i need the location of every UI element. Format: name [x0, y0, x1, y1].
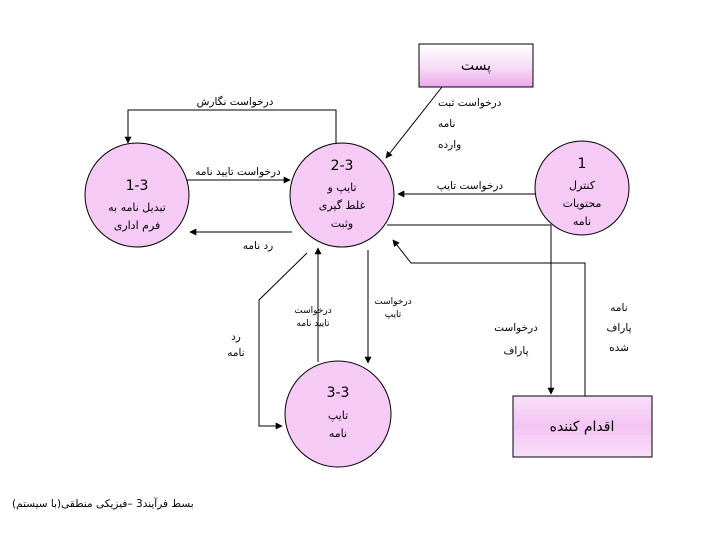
flow-report-request-arrow [128, 110, 336, 143]
process-2-3-id: 2-3 [330, 158, 354, 174]
entity-post [419, 44, 533, 87]
flow-approve-request-mid-line-2: تایید نامه [296, 319, 330, 329]
flow-initial-request-line-2: پاراف [503, 345, 529, 357]
entity-action-label: اقدام کننده [549, 419, 615, 435]
process-1-line-1: کنترل [569, 179, 595, 192]
flow-initialed-letter-line-2: پاراف [606, 322, 632, 334]
diagram-caption: بسط فرآیند3 –فیزیکی منطقی(با سیستم) [12, 498, 194, 510]
process-1-line-3: نامه [572, 215, 592, 228]
flow-approve-request-top-label: درخواست تایید نامه [195, 166, 281, 178]
process-2-3-line-1: تایپ و [327, 181, 357, 194]
flow-approve-request-mid-line-1: درخواست [294, 306, 332, 316]
flow-type-request-mid-line-2: تایپ [384, 310, 402, 320]
flow-reject-left-line-1: رد [231, 331, 241, 343]
flow-reject-top-label: رد نامه [242, 240, 274, 252]
process-1-3-id: 1-3 [125, 178, 149, 194]
flow-initial-request-line-1: درخواست [494, 322, 538, 334]
process-2-3 [290, 143, 394, 247]
flow-initialed-letter-line-1: نامه [610, 302, 628, 314]
flow-register-request-arrow [386, 87, 442, 158]
flow-report-request-label: درخواست نگارش [196, 96, 274, 108]
flow-type-request-right-label: درخواست تایپ [436, 180, 504, 192]
process-3-3-line-1: تایپ [327, 409, 349, 422]
flow-type-request-mid-line-1: درخواست [374, 297, 412, 307]
flow-initialed-letter-arrow [393, 240, 585, 396]
process-1-line-2: محتویات [562, 197, 602, 210]
flow-register-request-line-1: درخواست ثبت [438, 97, 502, 109]
process-3-3-line-2: نامه [328, 427, 348, 440]
process-1-3 [85, 143, 189, 247]
process-2-3-line-2: غلط گیری [318, 199, 366, 212]
process-2-3-line-3: وثبت [330, 217, 354, 230]
entity-action [513, 396, 652, 457]
process-1-id: 1 [577, 156, 587, 172]
process-1-3-line-2: فرم اداری [113, 219, 161, 232]
process-1 [535, 141, 629, 235]
flow-initial-request-arrow [384, 225, 551, 394]
process-1-3-line-1: تبدیل نامه به [108, 201, 166, 214]
flow-register-request-line-2: نامه [438, 118, 456, 130]
process-3-3 [285, 361, 391, 467]
flow-initialed-letter-line-3: شده [609, 342, 629, 354]
flow-reject-left-line-2: نامه [227, 347, 245, 359]
flow-register-request-line-3: وارده [438, 139, 462, 151]
entity-post-label: پست [460, 58, 492, 74]
process-3-3-id: 3-3 [326, 385, 350, 401]
